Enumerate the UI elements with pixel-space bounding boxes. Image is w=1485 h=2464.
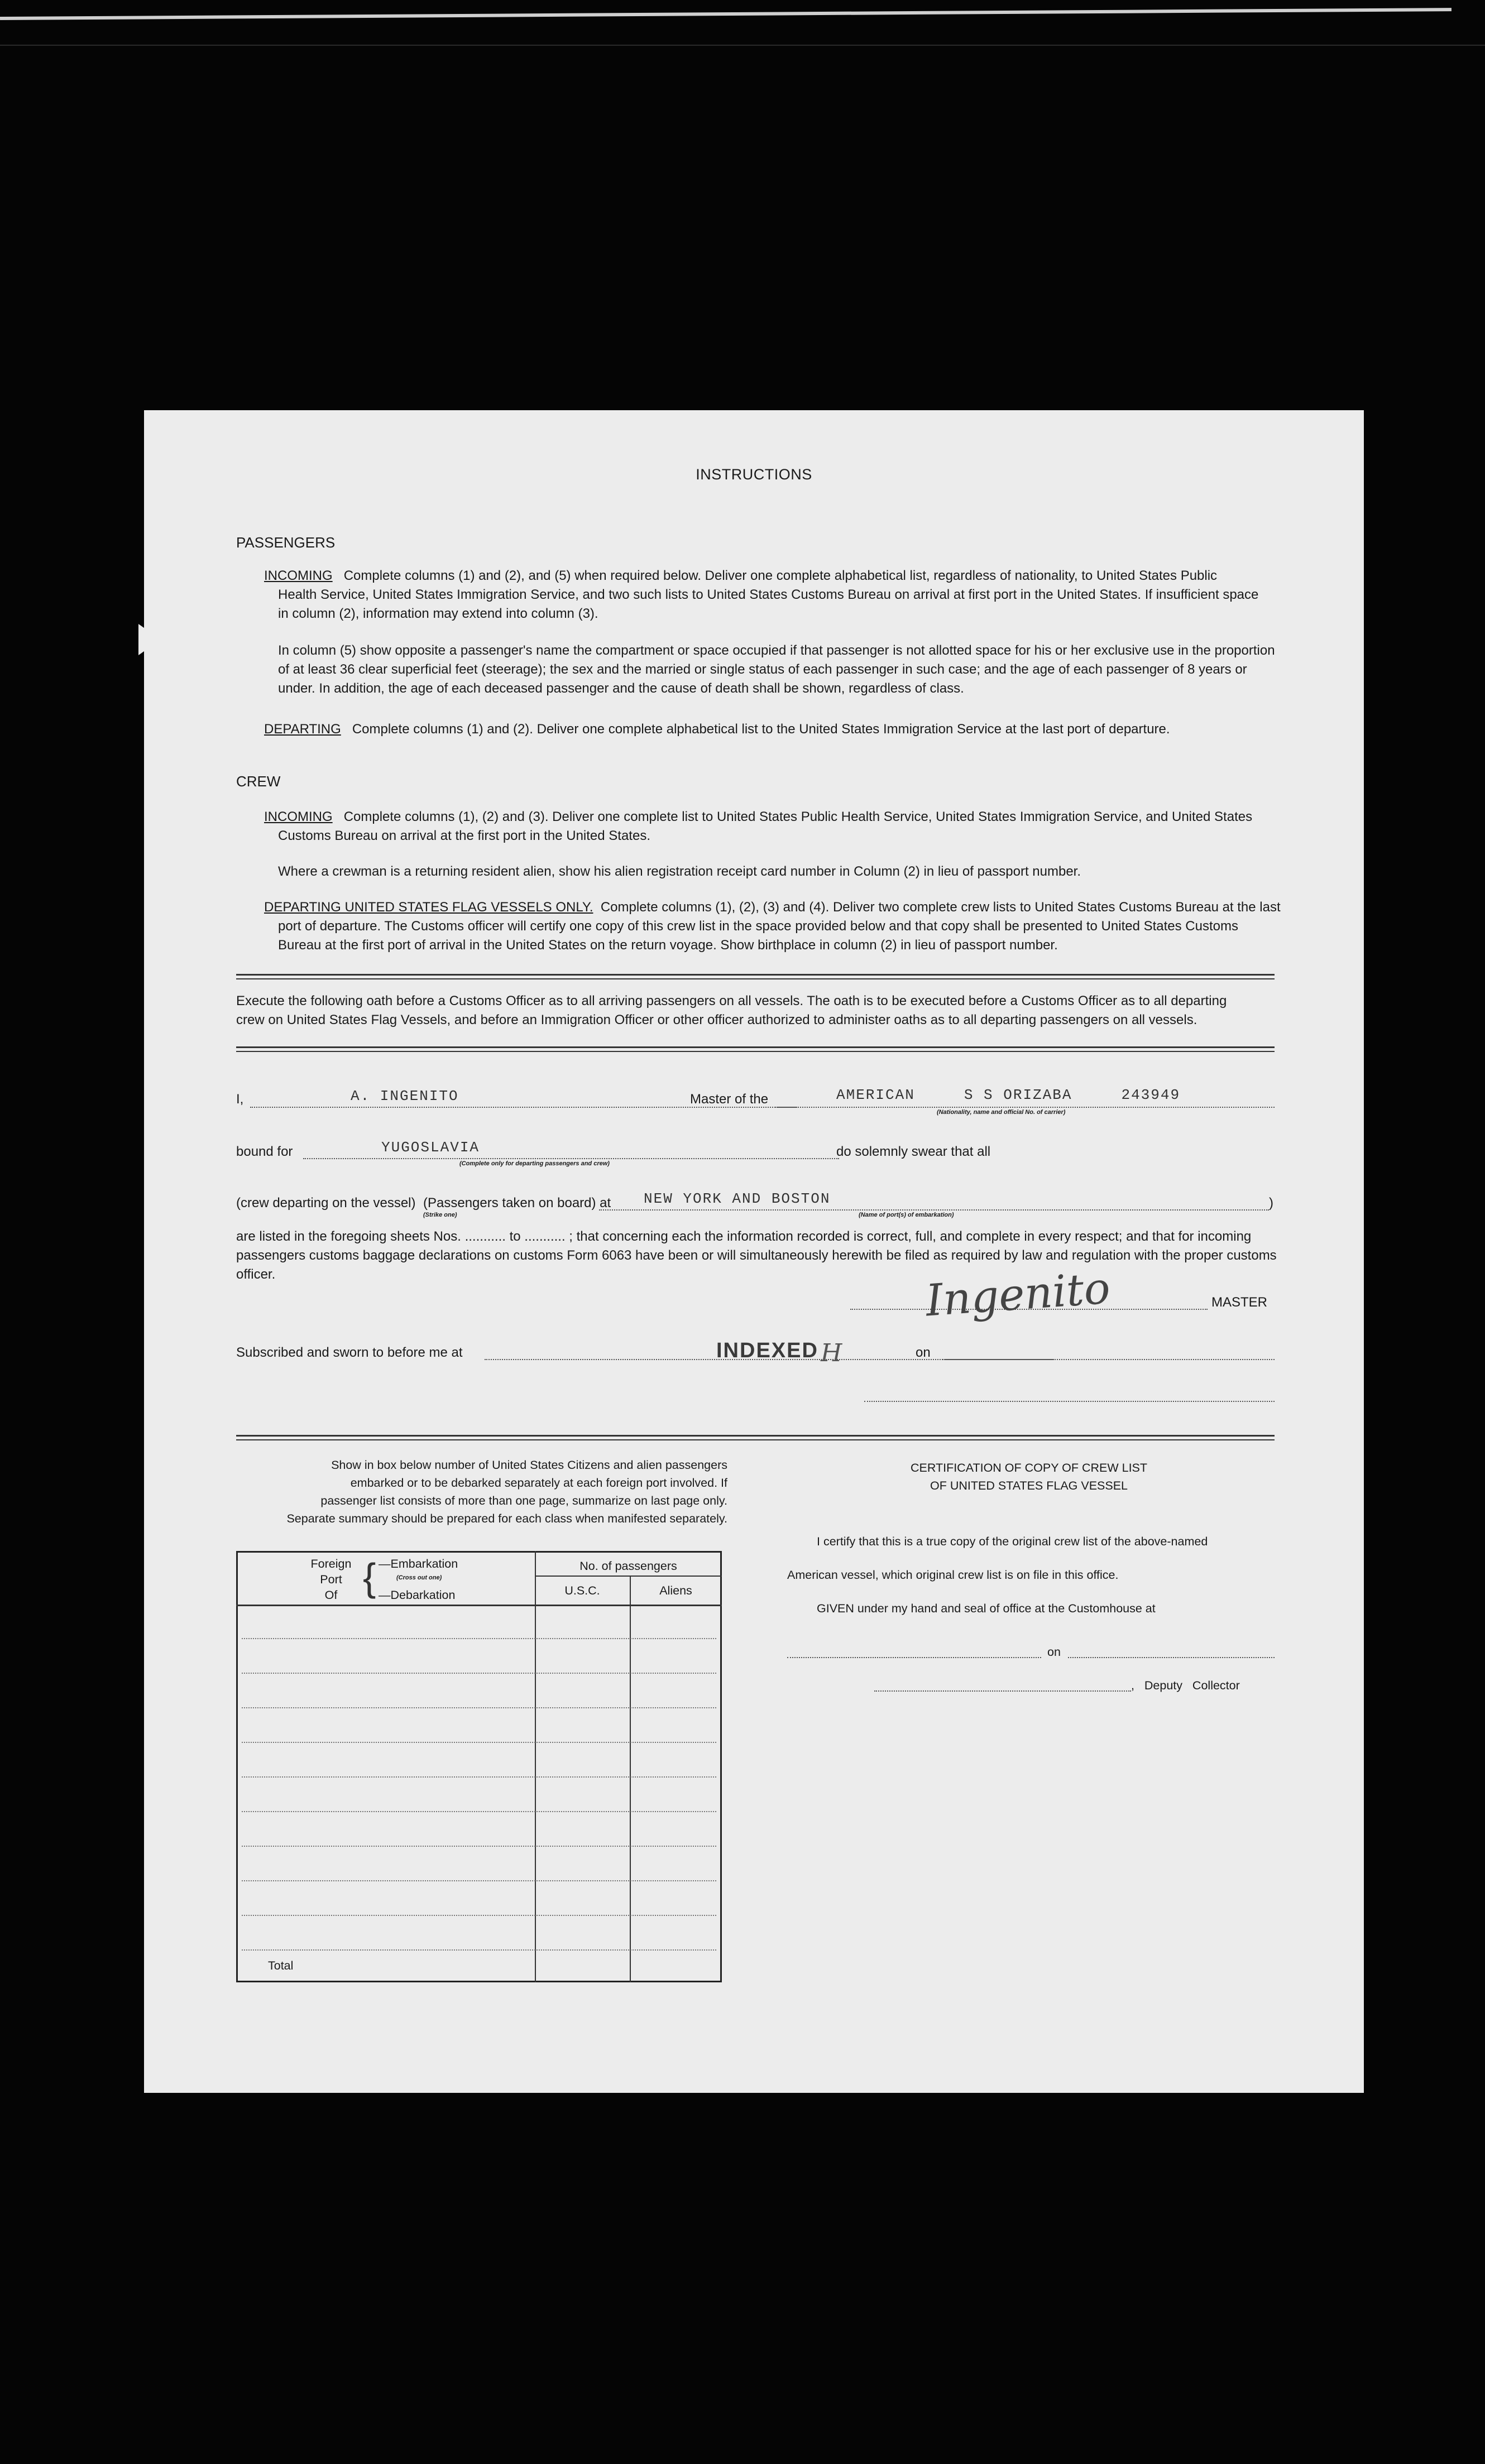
page-title: INSTRUCTIONS — [696, 466, 812, 483]
film-edge-line-lower — [0, 45, 1485, 46]
box-row-line — [242, 1846, 716, 1847]
subscribed-on-label: on — [916, 1345, 931, 1360]
subscribed-date-line — [942, 1359, 1275, 1360]
crew-heading: CREW — [236, 773, 281, 790]
divider-2b — [236, 1051, 1275, 1052]
certification-on-label: on — [1047, 1645, 1061, 1659]
divider-1b — [236, 978, 1275, 979]
certification-text-3: GIVEN under my hand and seal of office at the Customhouse at — [817, 1602, 1156, 1615]
summary-text-2: embarked or to be debarked separately at each foreign port involved. If — [350, 1476, 727, 1490]
box-row-line — [242, 1776, 716, 1778]
box-row-line — [242, 1707, 716, 1708]
passengers-incoming-text-2: Health Service, United States Immigration Service, and two such lists to United States Customs Bureau on arrival at first port in the United States. If insufficient space — [278, 587, 1259, 602]
crew-incoming-text-1: Complete columns (1), (2) and (3). Deliver one complete list to United States Public Health Service, United States Immigration Service, and United States — [343, 809, 1253, 824]
certification-date-line — [1068, 1657, 1275, 1658]
customs-line: passengers customs baggage declarations on customs Form 6063 have been or will simultaneously herewith be filed as required by law and regulation with the proper customs — [236, 1248, 1277, 1263]
bound-for-label: bound for — [236, 1144, 293, 1159]
box-total-label: Total — [268, 1959, 294, 1972]
deputy-collector-label: , Deputy Collector — [1131, 1679, 1240, 1692]
box-head-embarkation: —Embarkation — [379, 1557, 458, 1570]
crew-departing-text-2: port of departure. The Customs officer will certify one copy of this crew list in the space provided below and that copy shall be presented to United States Customs — [278, 919, 1238, 934]
master-of-label: Master of the — [690, 1092, 769, 1107]
passengers-col5-text-1: In column (5) show opposite a passenger's name the compartment or space occupied if that passenger is not allotted space for his or her exclusive use in the proportion — [278, 643, 1275, 658]
box-head-passengers: No. of passengers — [579, 1559, 677, 1573]
master-label: MASTER — [1211, 1295, 1268, 1310]
box-vline-1 — [535, 1551, 536, 1982]
indexed-initials: H — [821, 1339, 842, 1367]
document-page — [144, 410, 1364, 2093]
passengers-col5-text-3: under. In addition, the age of each deceased passenger and the cause of death shall be shown, regardless of class. — [278, 681, 964, 696]
sheets-line: are listed in the foregoing sheets Nos. ........... to ........... ; that concerning each the information recorded is correct, full, and complete in every respect; and that for incoming — [236, 1229, 1252, 1244]
passengers-departing-text: Complete columns (1) and (2). Deliver one complete alphabetical list to the United States Immigration Service at the last port of departure. — [352, 722, 1170, 737]
destination-field: YUGOSLAVIA — [381, 1139, 480, 1156]
summary-text-1: Show in box below number of United States Citizens and alien passengers — [331, 1458, 727, 1472]
box-row-line — [242, 1880, 716, 1881]
master-name-field: A. INGENITO — [351, 1088, 459, 1104]
close-paren: ) — [1269, 1195, 1273, 1211]
summary-text-3: passenger list consists of more than one page, summarize on last page only. — [320, 1494, 727, 1507]
passenger-summary-box — [236, 1551, 722, 1982]
ports-field: NEW YORK AND BOSTON — [644, 1190, 831, 1207]
box-brace: { — [363, 1555, 376, 1599]
master-signature: Ingenito — [924, 1263, 1112, 1327]
box-head-aliens: Aliens — [659, 1584, 692, 1597]
passengers-col5-text-2: of at least 36 clear superficial feet (steerage); the sex and the married or single status of each passenger in such case; and the age of each passenger of 8 years or — [278, 662, 1247, 677]
vessel-line — [775, 1107, 1275, 1108]
box-head-of: Of — [324, 1588, 338, 1602]
vessel-field: AMERICAN S S ORIZABA 243949 — [836, 1087, 1181, 1103]
passengers-incoming-text-1: Complete columns (1) and (2), and (5) when required below. Deliver one complete alphabetical list, regardless of nationality, to United States Public — [343, 568, 1218, 583]
vessel-caption: (Nationality, name and official No. of carrier) — [937, 1109, 1066, 1116]
strike-caption: (Strike one) — [423, 1212, 457, 1218]
divider-3b — [236, 1439, 1275, 1440]
destination-line — [303, 1158, 839, 1159]
box-head-usc: U.S.C. — [564, 1584, 600, 1597]
subscribed-label: Subscribed and sworn to before me at — [236, 1345, 463, 1360]
crew-returning-text: Where a crewman is a returning resident alien, show his alien registration receipt card number in Column (2) in lieu of passport number. — [278, 864, 1081, 879]
box-row-line — [242, 1811, 716, 1812]
film-edge-line — [0, 8, 1452, 20]
crew-incoming-text-2: Customs Bureau on arrival at the first port in the United States. — [278, 828, 650, 843]
box-row-line — [242, 1742, 716, 1743]
box-subhead-line — [535, 1576, 722, 1577]
indexed-stamp: INDEXED — [716, 1339, 818, 1362]
box-vline-2 — [630, 1576, 631, 1982]
divider-2 — [236, 1046, 1275, 1048]
ports-line — [599, 1209, 1269, 1211]
officer-line: officer. — [236, 1267, 276, 1282]
box-head-cross: (Cross out one) — [396, 1574, 442, 1581]
box-head-debarkation: —Debarkation — [379, 1588, 456, 1602]
oath-i-label: I, — [236, 1092, 244, 1107]
customhouse-line — [787, 1657, 1041, 1658]
box-row-line — [242, 1949, 716, 1951]
passengers-incoming-label: INCOMING — [264, 568, 333, 583]
crew-departing-oath-label: (crew departing on the vessel) — [236, 1195, 416, 1211]
strike-text: (Passengers taken on board) at — [423, 1195, 611, 1211]
summary-text-4: Separate summary should be prepared for each class when manifested separately. — [286, 1512, 727, 1525]
oath-intro-1: Execute the following oath before a Customs Officer as to all arriving passengers on all vessels. The oath is to be executed before a Customs Officer as to all departing — [236, 993, 1227, 1008]
box-head-line — [236, 1605, 722, 1606]
crew-departing-label: DEPARTING UNITED STATES FLAG VESSELS ONLY. — [264, 900, 593, 915]
box-head-port: Port — [320, 1573, 342, 1586]
crew-departing-text-1: Complete columns (1), (2), (3) and (4). Deliver two complete crew lists to United States Customs Bureau at the last — [600, 900, 1281, 915]
crew-departing-text-3: Bureau at the first port of arrival in the United States on the return voyage. Show birthplace in column (2) in lieu of passport number. — [278, 938, 1058, 953]
certification-title-1: CERTIFICATION OF COPY OF CREW LIST — [910, 1461, 1148, 1474]
divider-1 — [236, 974, 1275, 976]
swear-text: do solemnly swear that all — [836, 1144, 991, 1159]
box-row-line — [242, 1915, 716, 1916]
divider-3 — [236, 1435, 1275, 1437]
certification-text-1: I certify that this is a true copy of the original crew list of the above-named — [817, 1535, 1208, 1548]
subscribed-extra-line — [864, 1401, 1275, 1402]
box-row-line — [242, 1638, 716, 1639]
deputy-signature-line — [874, 1690, 1131, 1692]
passengers-departing-label: DEPARTING — [264, 722, 341, 737]
oath-intro-2: crew on United States Flag Vessels, and before an Immigration Officer or other officer authorized to administer oaths as to all departing passengers on all vessels. — [236, 1012, 1197, 1027]
destination-caption: (Complete only for departing passengers and crew) — [459, 1160, 610, 1167]
crew-incoming-label: INCOMING — [264, 809, 333, 824]
passengers-heading: PASSENGERS — [236, 534, 336, 551]
ports-caption: (Name of port(s) of embarkation) — [859, 1212, 954, 1218]
passengers-incoming-text-3: in column (2), information may extend into column (3). — [278, 606, 598, 621]
certification-title-2: OF UNITED STATES FLAG VESSEL — [930, 1479, 1128, 1492]
box-row-line — [242, 1673, 716, 1674]
certification-text-2: American vessel, which original crew list is on file in this office. — [787, 1568, 1119, 1582]
box-head-foreign: Foreign — [310, 1557, 352, 1570]
